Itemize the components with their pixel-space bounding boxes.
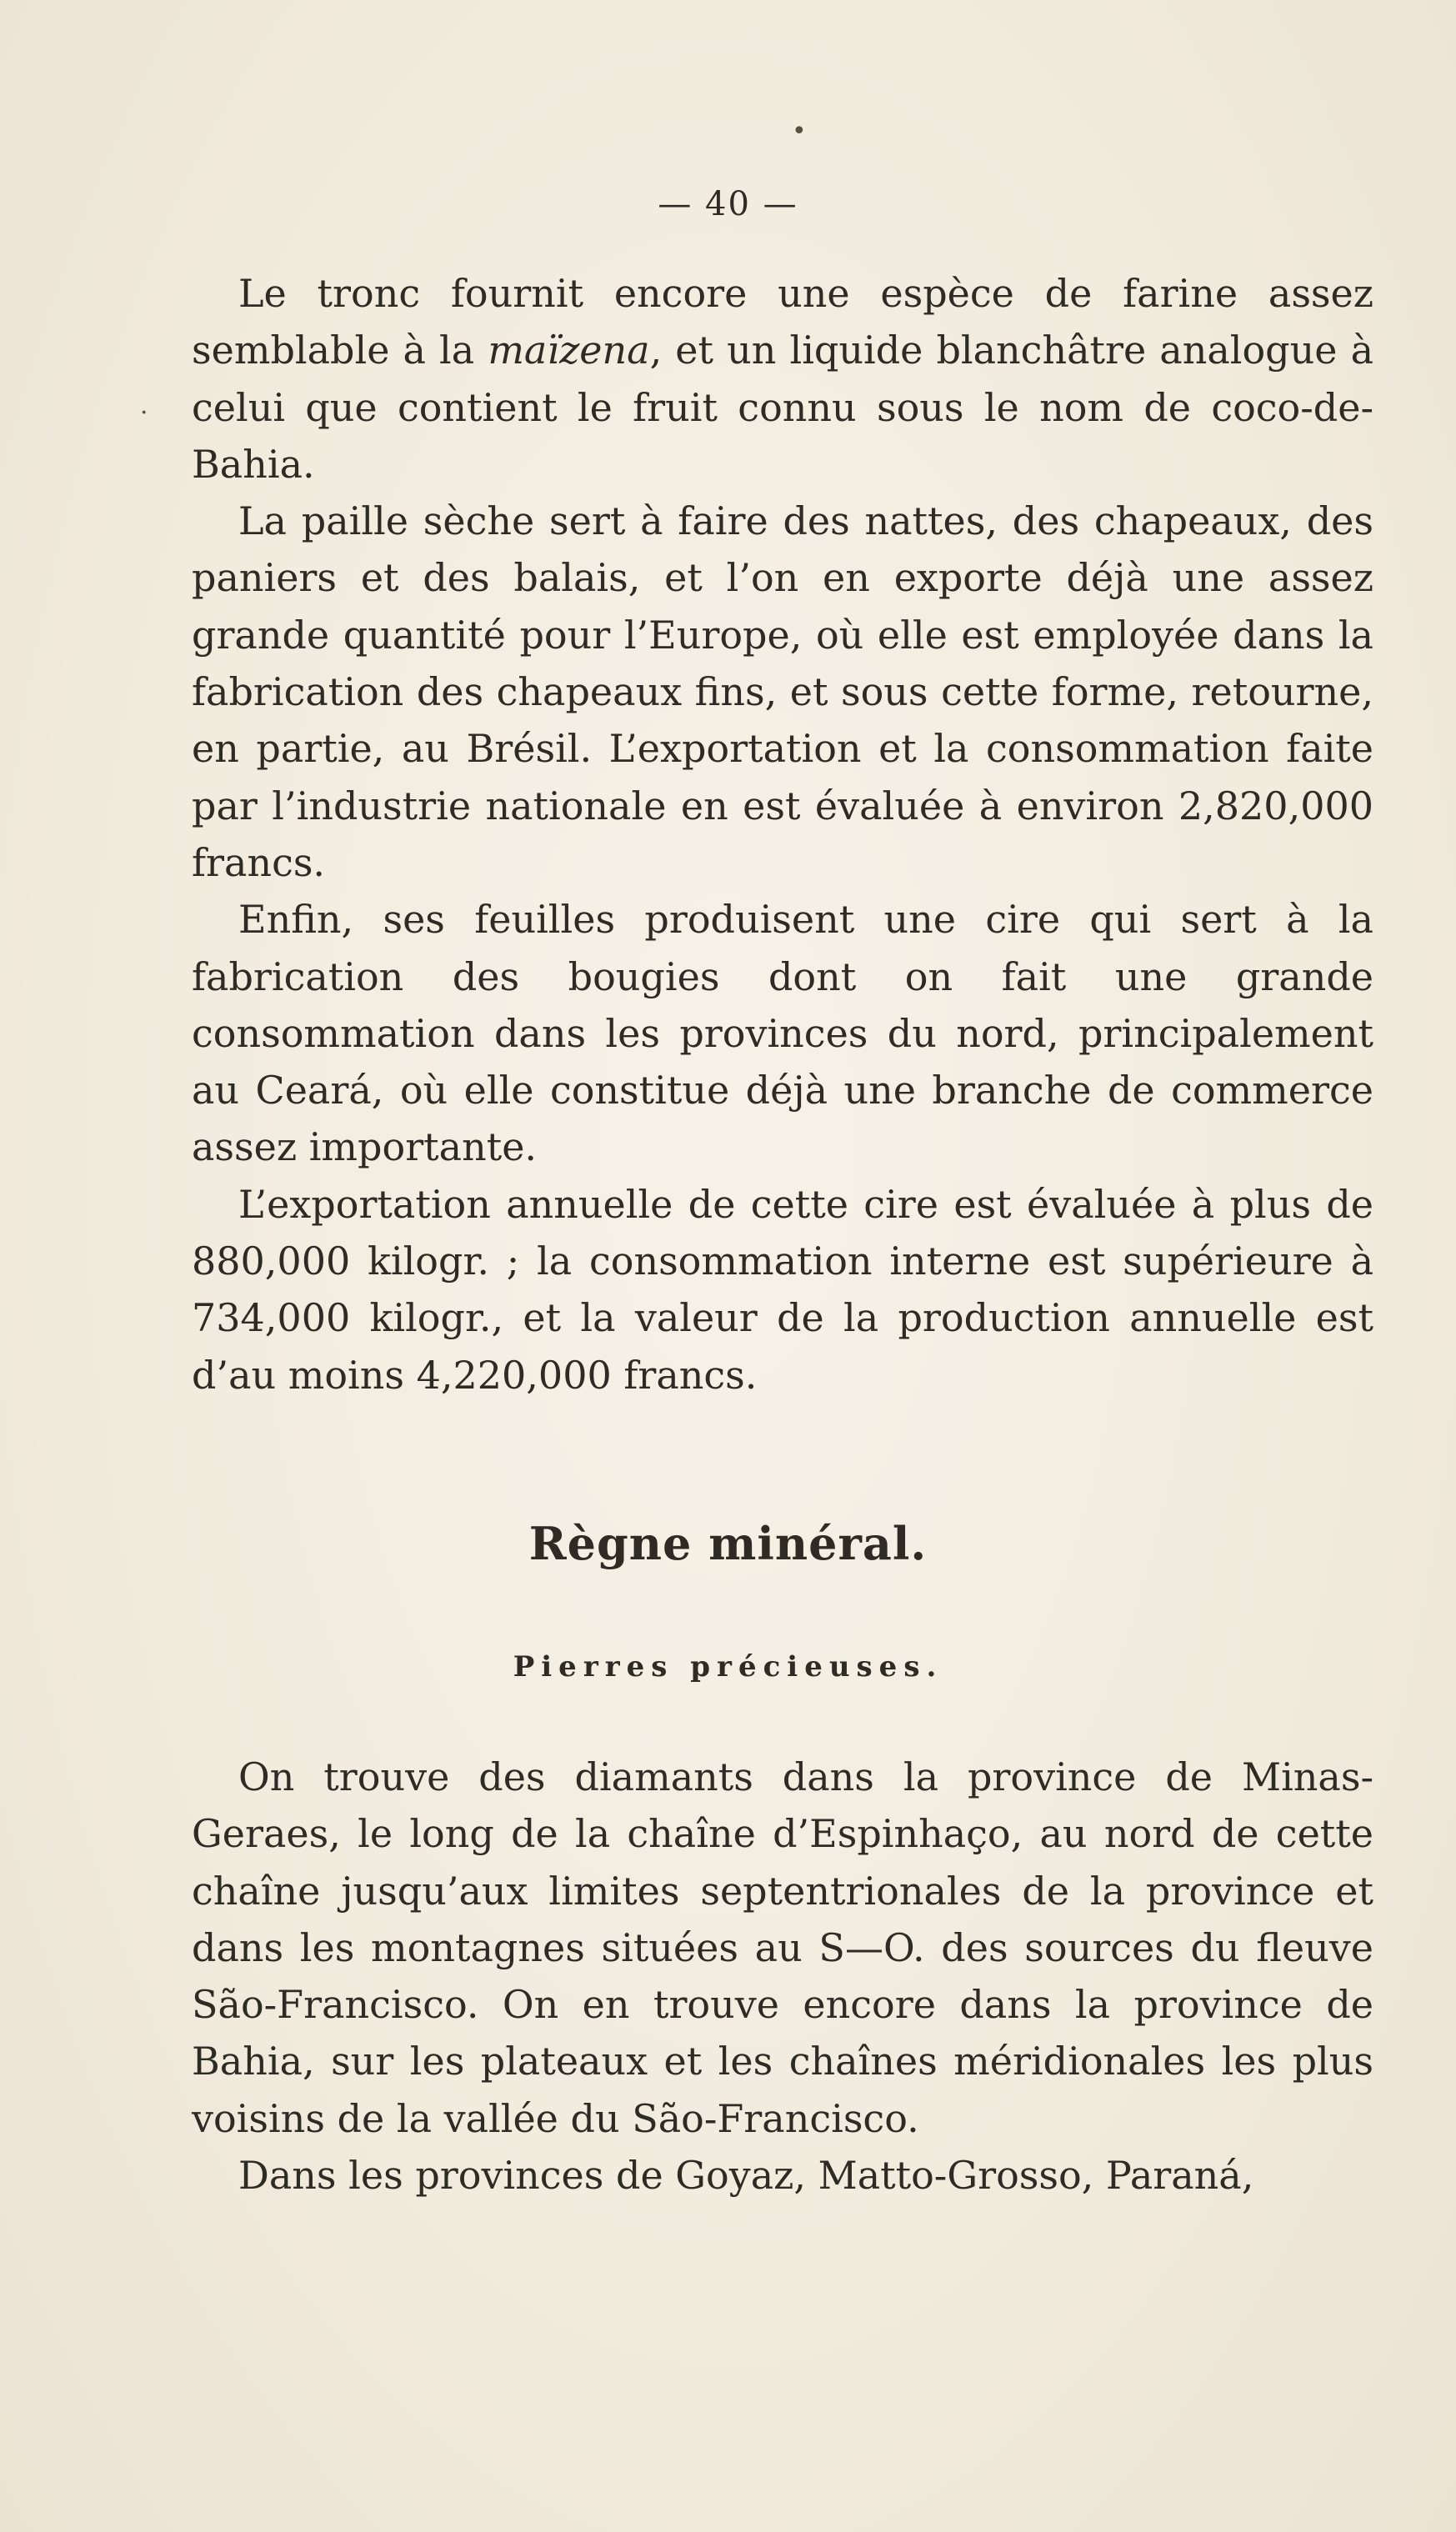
paragraph: Dans les provinces de Goyaz, Matto-Grosso, Paraná, xyxy=(238,2153,1254,2199)
paragraph-text: , et un liquide blanchâtre analogue à celui que contient le fruit connu sous le nom de coco-de-Bahia. xyxy=(192,328,1374,487)
paragraph-text: Le tronc fournit encore une espèce de farine assez semblable à la xyxy=(192,271,1373,373)
paragraph: L’exportation annuelle de cette cire est évaluée à plus de 880,000 kilogr. ; la consommation interne est supérieure à 734,000 kilogr., et la valeur de la production annuelle est d’au moins 4,220,000 francs. xyxy=(192,1181,1373,1398)
page-number: — 40 — xyxy=(658,185,798,223)
top-text-block xyxy=(192,265,1373,1404)
bottom-text-block xyxy=(192,1749,1373,2204)
paragraph: On trouve des diamants dans la province de Minas-Geraes, le long de la chaîne d’Espinhaço, au nord de cette chaîne jusqu’aux limites septentrionales de la province et dans les montagnes situées au S—O. des sources du fleuve São-Francisco. On en trouve encore dans la province de Bahia, sur les plateaux et les chaînes méridionales les plus voisins de la vallée du São-Francisco. xyxy=(192,1754,1373,2141)
margin-dot: · xyxy=(140,398,148,428)
paragraph: Enfin, ses feuilles produisent une cire qui sert à la fabrication des bougies dont on fait une grande consommation dans les provinces du nord, principalement au Ceará, où elle constitue déjà une branche de commerce assez importante. xyxy=(192,897,1373,1170)
section-title: Règne minéral. xyxy=(528,1517,928,1570)
subsection-title: Pierres précieuses. xyxy=(513,1650,943,1684)
paragraph: La paille sèche sert à faire des nattes, des chapeaux, des paniers et des balais, et l’on en exporte déjà une assez grande quantité pour l’Europe, où elle est employée dans la fabrication des chapeaux fins, et sous cette forme, retourne, en partie, au Brésil. L’exportation et la consommation faite par l’industrie nationale en est évaluée à environ 2,820,000 francs. xyxy=(192,498,1373,885)
paragraph xyxy=(192,265,1373,493)
ink-speck: • xyxy=(792,117,807,146)
italic-term: maïzena xyxy=(488,328,650,373)
